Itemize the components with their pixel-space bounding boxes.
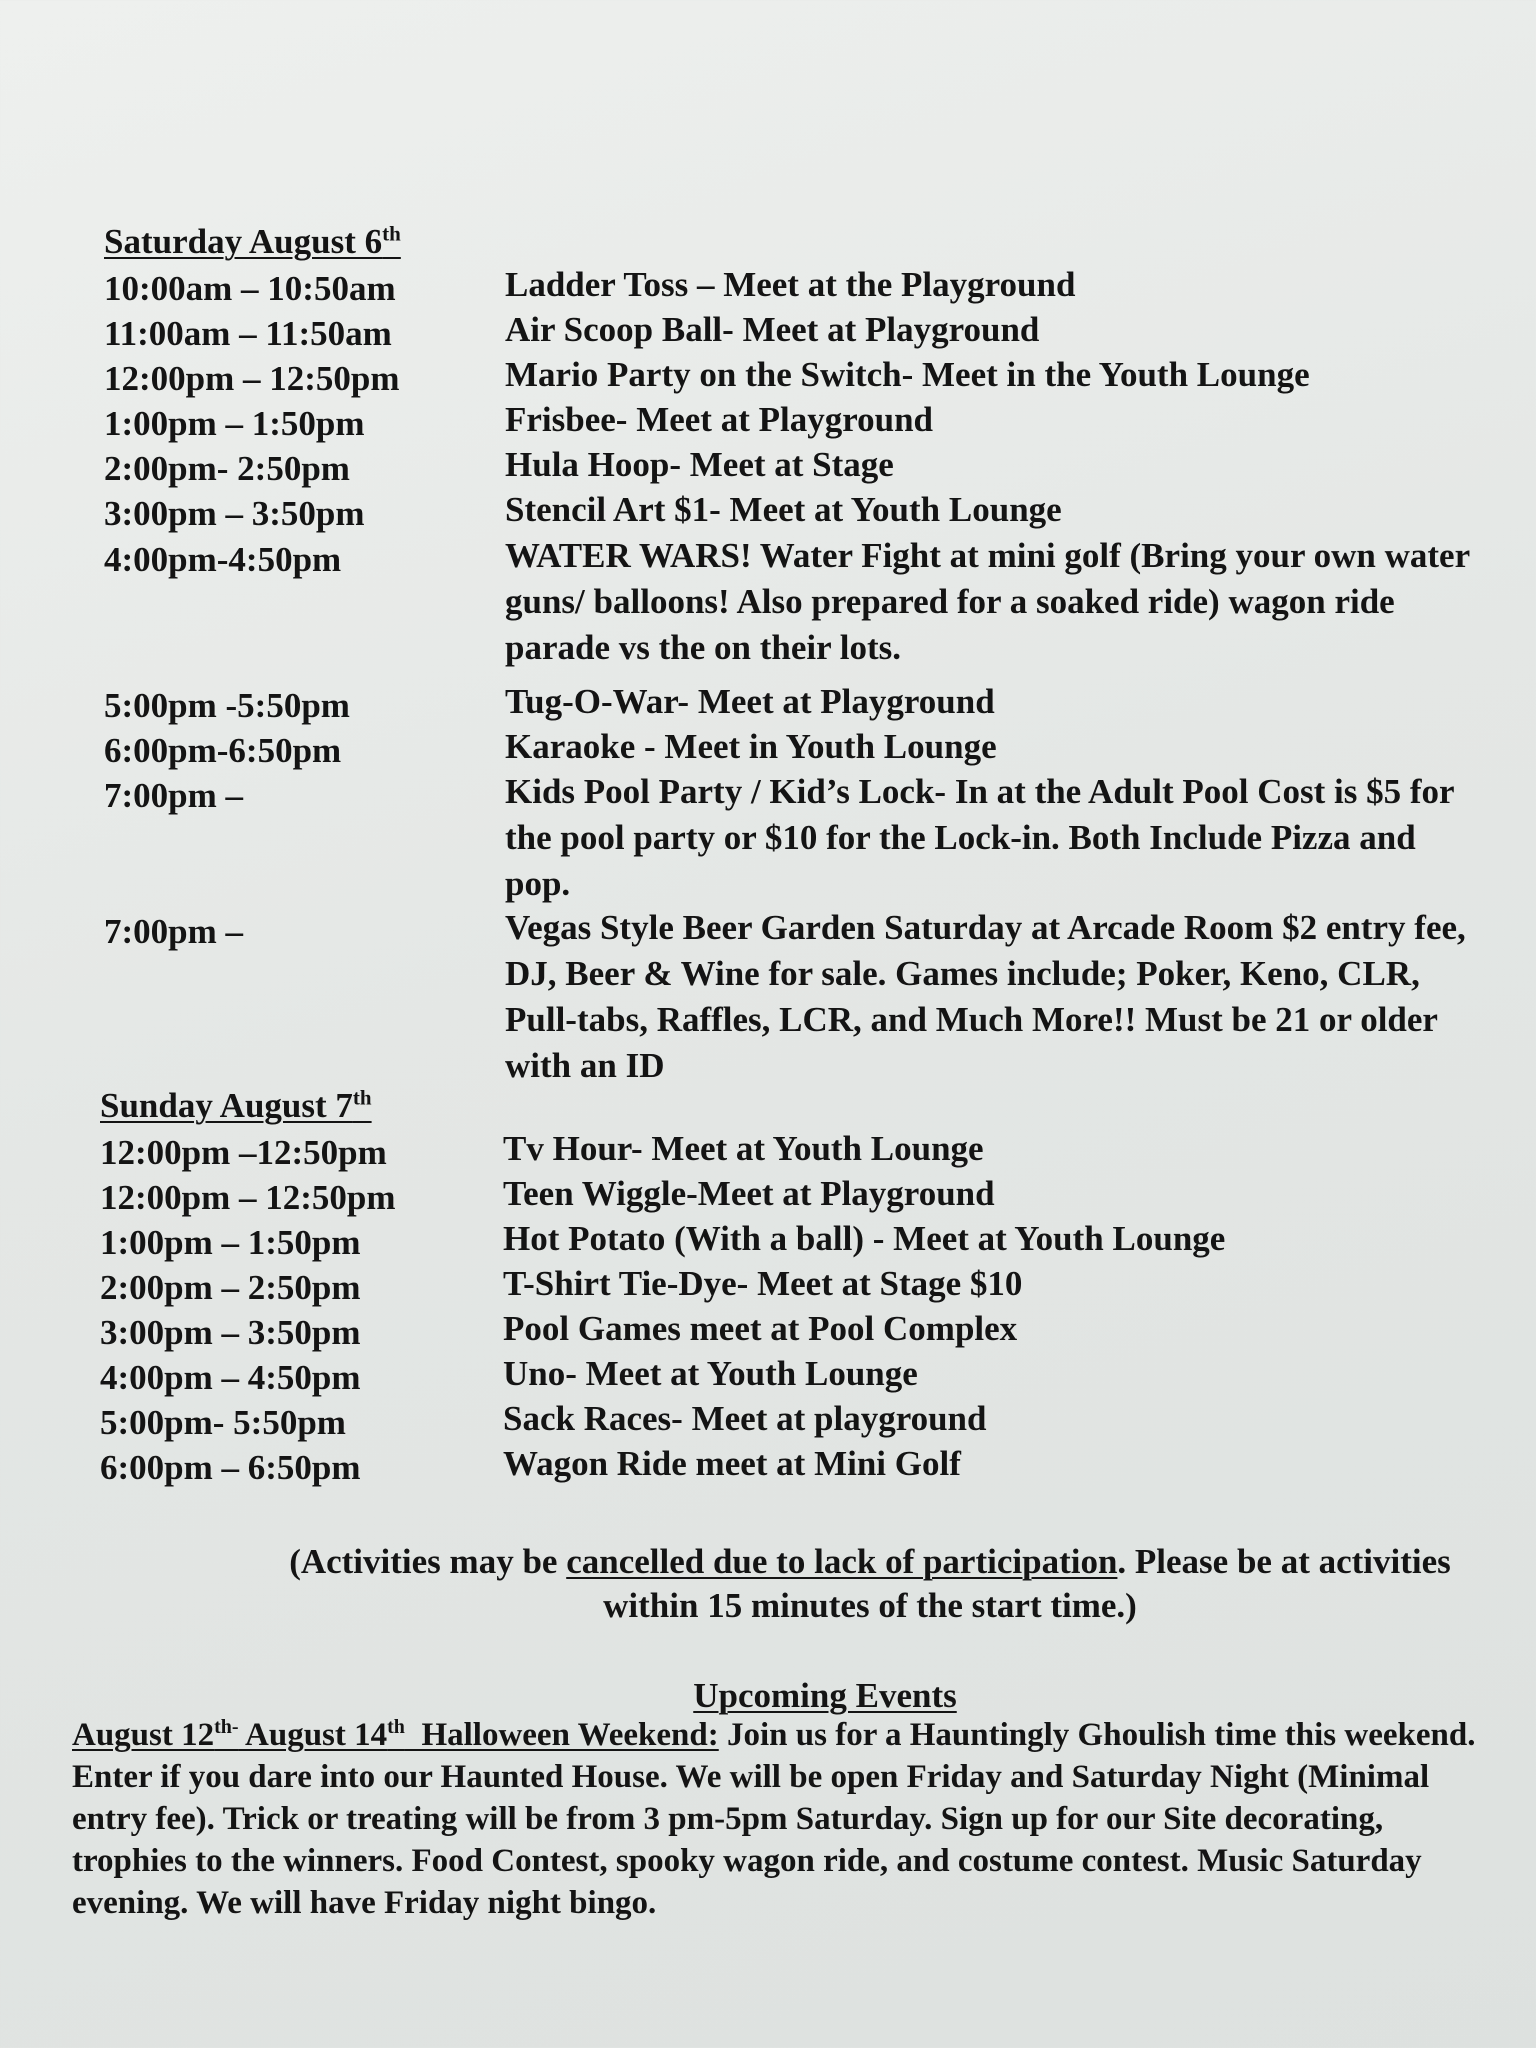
saturday-activity: Ladder Toss – Meet at the Playground [505,265,1076,304]
sunday-activity: T-Shirt Tie-Dye- Meet at Stage $10 [503,1264,1023,1303]
date-start: August 12 [72,1717,215,1753]
event-body-text: Join us for a Hauntingly Ghoulish time this weekend. Enter if you dare into our Haunted House. We will be open Friday and Saturday Night (Minimal entry fee). Trick or treating will be from 3 pm-5pm Saturday. Sign up for our Site decorating, trophies to the winners. Food Contest, spooky wagon ride, and costume contest. Music Saturday evening. We will have Friday night bingo. [72,1717,1476,1921]
saturday-time: 4:00pm-4:50pm [104,540,342,579]
sunday-heading [100,1086,372,1126]
saturday-activity: Frisbee- Meet at Playground [505,400,934,439]
sunday-time: 4:00pm – 4:50pm [100,1358,361,1397]
sunday-time: 12:00pm –12:50pm [100,1133,387,1172]
sunday-time: 5:00pm- 5:50pm [100,1403,346,1442]
saturday-heading [104,222,401,262]
sunday-time: 6:00pm – 6:50pm [100,1448,361,1487]
date-end-suffix: th [387,1716,405,1738]
note-underlined-text: cancelled due to lack of participation [566,1542,1118,1581]
sunday-activity: Tv Hour- Meet at Youth Lounge [503,1129,984,1168]
upcoming-event-dates [72,1717,719,1753]
saturday-time: 5:00pm -5:50pm [104,686,350,725]
sunday-time: 1:00pm – 1:50pm [100,1223,361,1262]
sunday-time: 2:00pm – 2:50pm [100,1268,361,1307]
sunday-heading-text: Sunday August 7 [100,1086,353,1125]
date-start-suffix: th- [214,1716,239,1738]
upcoming-event-description [72,1714,1482,1924]
saturday-activity: Vegas Style Beer Garden Saturday at Arcade Room $2 entry fee, DJ, Beer & Wine for sale. Games include; Poker, Keno, CLR, Pull-tabs, Raffles, LCR, and Much More!! Must be 21 or older with an ID [505,908,1466,1085]
saturday-time: 1:00pm – 1:50pm [104,404,365,443]
saturday-time: 11:00am – 11:50am [104,314,392,353]
event-name: Halloween Weekend: [404,1717,719,1753]
saturday-time: 3:00pm – 3:50pm [104,494,365,533]
saturday-activity: Hula Hoop- Meet at Stage [505,445,894,484]
saturday-activity: Mario Party on the Switch- Meet in the Youth Lounge [505,355,1310,394]
date-end: August 14 [238,1717,388,1753]
upcoming-events-title: Upcoming Events [693,1676,957,1715]
saturday-heading-suffix: th [382,221,401,246]
saturday-heading-text: Saturday August 6 [104,222,383,261]
sunday-activity: Teen Wiggle-Meet at Playground [503,1174,995,1213]
saturday-activity: Air Scoop Ball- Meet at Playground [505,310,1040,349]
sunday-activity: Wagon Ride meet at Mini Golf [503,1444,961,1483]
sunday-activity: Hot Potato (With a ball) - Meet at Youth Lounge [503,1219,1226,1258]
saturday-activity: WATER WARS! Water Fight at mini golf (Bring your own water guns/ balloons! Also prepared for a soaked ride) wagon ride parade vs the on their lots. [505,536,1470,667]
sunday-activity: Pool Games meet at Pool Complex [503,1309,1018,1348]
saturday-time: 6:00pm-6:50pm [104,731,342,770]
saturday-time: 7:00pm – [104,912,244,951]
note-text-end: . Please be at activities within 15 minutes of the start time.) [603,1542,1451,1625]
sunday-heading-suffix: th [352,1085,372,1110]
saturday-activity: Kids Pool Party / Kid’s Lock- In at the Adult Pool Cost is $5 for the pool party or $10 for the Lock-in. Both Include Pizza and pop. [505,772,1454,903]
saturday-time: 7:00pm – [104,776,244,815]
saturday-time: 10:00am – 10:50am [104,269,396,308]
participation-note [270,1540,1470,1628]
sunday-time: 3:00pm – 3:50pm [100,1313,361,1352]
saturday-activity: Tug-O-War- Meet at Playground [505,682,995,721]
saturday-time: 12:00pm – 12:50pm [104,359,400,398]
saturday-activity: Stencil Art $1- Meet at Youth Lounge [505,490,1062,529]
sunday-time: 12:00pm – 12:50pm [100,1178,396,1217]
saturday-activity: Karaoke - Meet in Youth Lounge [505,727,997,766]
sunday-activity: Uno- Meet at Youth Lounge [503,1354,918,1393]
sunday-activity: Sack Races- Meet at playground [503,1399,987,1438]
saturday-time: 2:00pm- 2:50pm [104,449,350,488]
note-text-start: (Activities may be [289,1542,567,1581]
